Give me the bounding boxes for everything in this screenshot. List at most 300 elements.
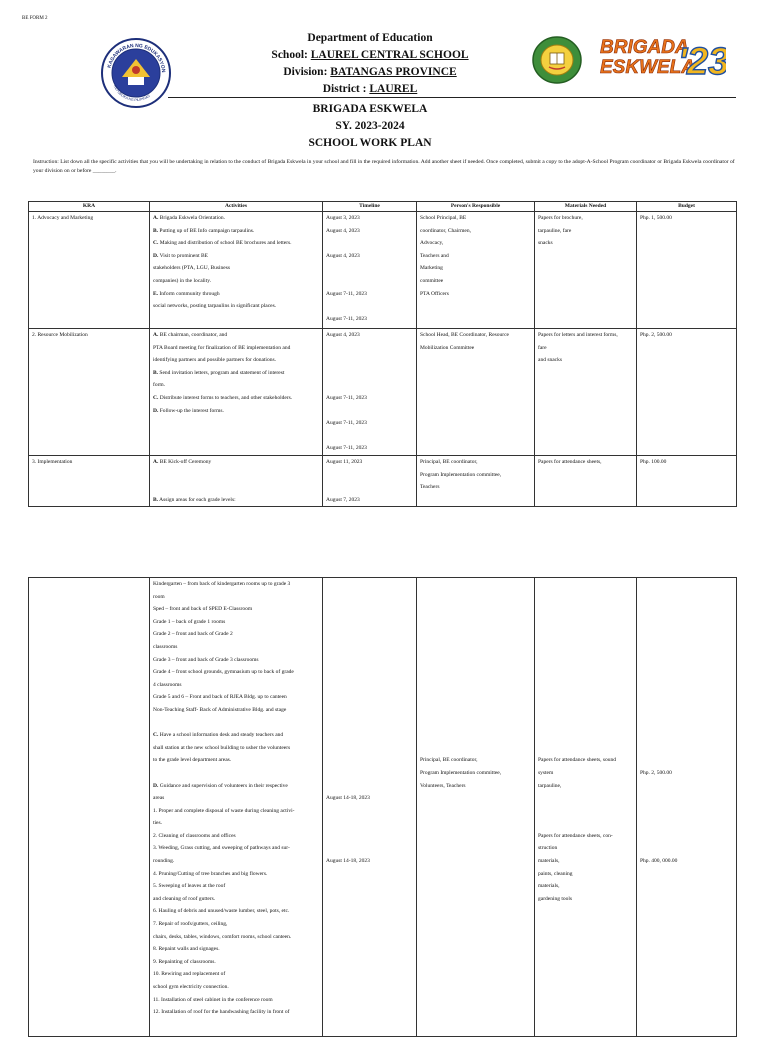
- budget-line: [640, 805, 733, 818]
- materials-line: [538, 641, 633, 654]
- materials-line: Papers for attendance sheets, sound: [538, 757, 617, 764]
- activity-text: Grade 4 – front school grounds, gymnasium up to back of grade: [153, 669, 294, 676]
- timeline-cell: [323, 329, 417, 456]
- materials-cell: [535, 578, 637, 1037]
- timeline-line: [326, 817, 413, 830]
- budget-line: [640, 666, 733, 679]
- budget-line: [640, 628, 733, 641]
- activity-text: Grade 3 – front and back of Grade 3 classrooms: [153, 656, 259, 663]
- activities-line: [153, 830, 319, 843]
- budget-line: [640, 578, 733, 591]
- materials-cell: [535, 212, 637, 329]
- activity-text: 4. Pruning/Cutting of tree branches and big flowers.: [153, 870, 268, 877]
- timeline-line: [326, 342, 413, 355]
- materials-line: [538, 666, 633, 679]
- persons-line: coordinator, Chairmen,: [420, 227, 471, 234]
- persons-line: Mobilization Committee: [420, 344, 475, 351]
- activity-text: companies) in the locality.: [153, 277, 211, 284]
- budget-line: [640, 641, 733, 654]
- materials-cell: [535, 456, 637, 507]
- activities-line: [153, 691, 319, 704]
- timeline-line: August 7-11, 2023: [326, 290, 367, 297]
- persons-line: Marketing: [420, 265, 443, 272]
- activity-text: 5. Sweeping of leaves at the roof: [153, 883, 226, 890]
- timeline-line: [326, 679, 413, 692]
- materials-line: [538, 792, 633, 805]
- materials-line: [538, 578, 633, 591]
- budget-line: [640, 704, 733, 717]
- activity-text: Inform community through: [158, 290, 220, 297]
- activity-text: identifying partners and possible partners for donations.: [153, 357, 276, 364]
- activity-text: Making and distribution of school BE brochures and letters.: [158, 240, 292, 247]
- activity-text: 1. Proper and complete disposal of waste during cleaning activi-: [153, 807, 295, 814]
- timeline-line: [326, 578, 413, 591]
- budget-line: Php. 100.00: [640, 459, 667, 465]
- timeline-line: [326, 729, 413, 742]
- materials-line: [538, 729, 633, 742]
- persons-line: Advocacy,: [420, 240, 444, 247]
- activities-line: [153, 616, 319, 629]
- activity-text: Follow-up the interest forms.: [158, 407, 224, 414]
- persons-line: Principal, BE coordinator,: [420, 757, 478, 764]
- materials-line: struction: [538, 845, 558, 852]
- activity-text: Guidance and supervision of volunteers in their respective: [158, 782, 288, 789]
- materials-line: tarpauline, fare: [538, 227, 572, 234]
- timeline-cell: [323, 456, 417, 507]
- timeline-line: [326, 704, 413, 717]
- timeline-line: [326, 805, 413, 818]
- table-row: [29, 456, 737, 507]
- budget-line: [640, 780, 733, 793]
- timeline-line: [326, 481, 413, 494]
- persons-line: [420, 603, 531, 616]
- activities-line: [153, 313, 319, 326]
- timeline-line: [326, 469, 413, 482]
- budget-line: [640, 742, 733, 755]
- activities-line: [153, 805, 319, 818]
- kra-cell: 1. Advocacy and Marketing: [29, 212, 150, 329]
- activity-text: Non-Teaching Staff- Back of Administrative Bldg. and stage: [153, 706, 287, 713]
- timeline-line: [326, 367, 413, 380]
- timeline-line: August 7-11, 2023: [326, 394, 367, 401]
- activity-letter: A.: [153, 332, 159, 338]
- persons-line: Teachers: [420, 484, 440, 491]
- timeline-line: August 14-18, 2023: [326, 795, 370, 802]
- timeline-line: [326, 717, 413, 730]
- activity-text: Grade 1 – back of grade 1 rooms: [153, 618, 226, 625]
- timeline-line: August 4, 2023: [326, 332, 360, 338]
- kra-cell: 2. Resource Mobilization: [29, 329, 150, 456]
- activity-letter: C.: [153, 240, 159, 247]
- timeline-line: August 4, 2023: [326, 227, 360, 234]
- persons-line: [420, 729, 531, 742]
- activities-line: [153, 704, 319, 717]
- timeline-line: [326, 767, 413, 780]
- activity-letter: D.: [153, 252, 159, 259]
- persons-line: Principal, BE coordinator,: [420, 459, 478, 465]
- activities-line: [153, 981, 319, 994]
- budget-line: Php. 400, 000.00: [640, 858, 678, 865]
- persons-line: [420, 654, 531, 667]
- program-title: BRIGADA ESKWELA: [312, 103, 428, 115]
- col-header-budget: Budget: [637, 202, 737, 212]
- timeline-line: [326, 780, 413, 793]
- form-label: BE FORM 2: [22, 16, 48, 21]
- activity-text: Distribute interest forms to teachers, and other stakeholders.: [158, 394, 293, 401]
- persons-cell: [417, 212, 535, 329]
- timeline-line: [326, 641, 413, 654]
- activities-line: [153, 379, 319, 392]
- activity-text: 10. Rewiring and replacement of: [153, 971, 226, 978]
- materials-line: [538, 654, 633, 667]
- timeline-cell: [323, 212, 417, 329]
- activity-text: school gym electricity connection.: [153, 984, 229, 990]
- timeline-line: [326, 430, 413, 443]
- activity-text: ties.: [153, 820, 163, 827]
- activities-line: [153, 679, 319, 692]
- timeline-line: [326, 628, 413, 641]
- timeline-line: [326, 842, 413, 855]
- persons-line: School Head, BE Coordinator, Resource: [420, 332, 509, 338]
- persons-line: [420, 578, 531, 591]
- activity-letter: A.: [153, 215, 159, 221]
- activity-text: PTA Board meeting for finalization of BE implementation and: [153, 344, 291, 351]
- activity-text: BE chairman, coordinator, and: [158, 332, 228, 338]
- svg-text:KAGAWARAN NG EDUKASYON: KAGAWARAN NG EDUKASYON: [106, 42, 167, 73]
- persons-line: committee: [420, 277, 444, 284]
- activities-line: [153, 918, 319, 931]
- activities-line: [153, 842, 319, 855]
- activity-text: shall station at the new school building to usher the volunteers: [153, 744, 291, 751]
- activities-line: [153, 212, 319, 225]
- materials-line: [538, 717, 633, 730]
- timeline-line: August 4, 2023: [326, 252, 360, 259]
- activities-line: [153, 250, 319, 263]
- activities-line: [153, 817, 319, 830]
- activities-line: [153, 792, 319, 805]
- persons-cell: [417, 578, 535, 1037]
- activity-text: 2. Cleaning of classrooms and offices: [153, 832, 236, 839]
- budget-cell: [637, 212, 737, 329]
- materials-line: [538, 805, 633, 818]
- persons-line: [420, 641, 531, 654]
- svg-text:ESKWELA: ESKWELA: [600, 57, 695, 78]
- activity-text: Grade 5 and 6 – Front and back of RJEA Bldg. up to canteen: [153, 694, 287, 701]
- kra-cell: [29, 578, 150, 1037]
- activity-text: 4 classrooms: [153, 681, 182, 688]
- activity-letter: B.: [153, 227, 159, 234]
- activities-line: [153, 905, 319, 918]
- activity-text: social networks, posting tarpaulins in significant places.: [153, 303, 277, 310]
- timeline-line: August 7-11, 2023: [326, 445, 367, 452]
- materials-line: [538, 616, 633, 629]
- activity-text: 11. Installation of steel cabinet in the conference room: [153, 996, 273, 1003]
- activities-cell: [150, 212, 323, 329]
- activity-text: classrooms: [153, 643, 178, 650]
- activity-text: Sped – front and back of SPED E-Classroom: [153, 606, 253, 613]
- activity-text: Send invitation letters, program and statement of interest: [158, 369, 285, 376]
- timeline-line: [326, 237, 413, 250]
- svg-text:'23: '23: [678, 41, 726, 82]
- activities-line: [153, 893, 319, 906]
- activity-text: Visit to prominent BE: [158, 252, 209, 259]
- activities-line: [153, 666, 319, 679]
- budget-cell: [637, 329, 737, 456]
- school-line: School: LAUREL CENTRAL SCHOOL: [271, 49, 469, 61]
- activities-line: [153, 225, 319, 238]
- activities-line: [153, 469, 319, 482]
- persons-cell: [417, 329, 535, 456]
- activity-letter: C.: [153, 394, 159, 401]
- activities-line: [153, 430, 319, 443]
- activities-line: [153, 262, 319, 275]
- activities-line: [153, 494, 319, 507]
- division-line: Division: BATANGAS PROVINCE: [283, 66, 457, 78]
- activities-line: [153, 855, 319, 868]
- activities-line: [153, 417, 319, 430]
- materials-line: [538, 704, 633, 717]
- activities-line: [153, 354, 319, 367]
- activities-line: [153, 767, 319, 780]
- activities-line: [153, 780, 319, 793]
- activities-line: [153, 654, 319, 667]
- materials-line: fare: [538, 344, 547, 351]
- materials-line: materials,: [538, 883, 560, 890]
- budget-line: [640, 591, 733, 604]
- activities-line: [153, 367, 319, 380]
- timeline-line: [326, 666, 413, 679]
- budget-cell: [637, 456, 737, 507]
- col-header-persons: Person's Responsible: [417, 202, 535, 212]
- activities-line: [153, 956, 319, 969]
- budget-line: [640, 817, 733, 830]
- budget-line: Php. 1, 500.00: [640, 215, 672, 221]
- activities-line: [153, 300, 319, 313]
- timeline-line: [326, 754, 413, 767]
- instruction-text: Instruction: List down all the specific activities that you will be undertaking in relation to the conduct of Brigada Eskwela in your school and fill in the required information. Add another sheet if needed. Once completed, submit a copy to the adopt-A-School Program coordinator or Brigada Eskwela coordinator of your division on or before ________.: [33, 159, 735, 174]
- persons-line: [420, 717, 531, 730]
- materials-line: materials,: [538, 858, 560, 865]
- persons-line: [420, 742, 531, 755]
- activities-line: [153, 994, 319, 1007]
- persons-line: [420, 616, 531, 629]
- col-header-activities: Activities: [150, 202, 323, 212]
- col-header-materials: Materials Needed: [535, 202, 637, 212]
- materials-line: [538, 817, 633, 830]
- activities-line: [153, 405, 319, 418]
- dept-heading: Department of Education: [307, 32, 433, 44]
- activity-text: room: [153, 593, 165, 600]
- materials-line: system: [538, 769, 554, 776]
- budget-line: [640, 654, 733, 667]
- activity-text: Putting up of BE Info campaign tarpaulins.: [158, 227, 255, 234]
- timeline-line: [326, 354, 413, 367]
- persons-line: PTA Officers: [420, 290, 449, 297]
- activities-line: [153, 392, 319, 405]
- timeline-line: [326, 275, 413, 288]
- timeline-line: [326, 262, 413, 275]
- persons-cell: [417, 456, 535, 507]
- activity-text: rounding.: [153, 858, 175, 865]
- materials-line: Papers for brochure,: [538, 215, 583, 221]
- activities-line: [153, 603, 319, 616]
- header-rule: [168, 97, 736, 98]
- persons-line: [420, 628, 531, 641]
- persons-line: [420, 666, 531, 679]
- materials-line: [538, 603, 633, 616]
- timeline-line: [326, 742, 413, 755]
- activity-text: BE Kick-off Ceremony: [158, 459, 212, 465]
- activities-line: [153, 275, 319, 288]
- budget-line: Php. 2, 500.00: [640, 769, 672, 776]
- activity-text: 12. Installation of roof for the handwashing facility in front of: [153, 1009, 290, 1016]
- budget-cell: [637, 578, 737, 1037]
- col-header-timeline: Timeline: [323, 202, 417, 212]
- materials-line: Papers for letters and interest forms,: [538, 332, 618, 338]
- materials-line: snacks: [538, 240, 553, 247]
- activity-text: Grade 2 – front and back of Grade 2: [153, 631, 233, 638]
- activity-letter: E.: [153, 290, 159, 297]
- activity-letter: D.: [153, 407, 159, 414]
- materials-line: Papers for attendance sheets, con-: [538, 832, 613, 839]
- materials-line: Papers for attendance sheets,: [538, 459, 602, 465]
- materials-line: [538, 628, 633, 641]
- col-header-kra: KRA: [29, 202, 150, 212]
- activity-text: and cleaning of roof gutters.: [153, 895, 216, 902]
- table-row: [29, 578, 737, 1037]
- timeline-line: August 3, 2023: [326, 215, 360, 221]
- activities-cell: [150, 329, 323, 456]
- activities-line: [153, 729, 319, 742]
- budget-line: [640, 616, 733, 629]
- activity-letter: A.: [153, 459, 159, 465]
- activities-line: [153, 641, 319, 654]
- budget-line: [640, 679, 733, 692]
- activities-line: [153, 754, 319, 767]
- timeline-line: [326, 379, 413, 392]
- budget-line: [640, 792, 733, 805]
- timeline-line: August 7, 2023: [326, 496, 360, 503]
- persons-line: [420, 704, 531, 717]
- budget-line: [640, 842, 733, 855]
- district-line: District : LAUREL: [322, 83, 418, 95]
- svg-text:BRIGADA: BRIGADA: [600, 37, 689, 58]
- activities-line: [153, 931, 319, 944]
- persons-line: Program Implementation committee,: [420, 769, 502, 776]
- activities-line: [153, 288, 319, 301]
- activity-text: form.: [153, 382, 166, 389]
- timeline-line: August 11, 2023: [326, 459, 363, 465]
- activity-text: Assign areas for each grade levels:: [158, 496, 236, 503]
- materials-line: gardening tools: [538, 895, 573, 902]
- materials-cell: [535, 329, 637, 456]
- timeline-line: August 7-11, 2023: [326, 420, 367, 427]
- timeline-cell: [323, 578, 417, 1037]
- budget-line: [640, 691, 733, 704]
- work-plan-table-page-2: [28, 577, 737, 1037]
- activity-text: Brigada Eskwela Orientation.: [158, 215, 225, 221]
- activity-text: 9. Repainting of classrooms.: [153, 958, 216, 965]
- materials-line: paints, cleaning: [538, 870, 573, 877]
- activity-text: Have a school information desk and steady teachers and: [158, 732, 284, 739]
- activities-line: [153, 456, 319, 469]
- timeline-line: [326, 830, 413, 843]
- activities-line: [153, 591, 319, 604]
- persons-line: [420, 591, 531, 604]
- activity-text: 6. Hauling of debris and unused/waste lumber, steel, pots, etc.: [153, 908, 290, 915]
- persons-line: Teachers and: [420, 252, 449, 259]
- activities-line: [153, 880, 319, 893]
- activity-text: 7. Repair of roofs/gutters, ceiling,: [153, 921, 228, 928]
- table-row: [29, 329, 737, 456]
- budget-line: [640, 717, 733, 730]
- persons-line: [420, 679, 531, 692]
- materials-line: tarpauline,: [538, 782, 562, 789]
- svg-text:REPUBLIKA NG PILIPINAS: REPUBLIKA NG PILIPINAS: [112, 84, 151, 103]
- persons-line: School Principal, BE: [420, 215, 467, 221]
- timeline-line: [326, 405, 413, 418]
- activity-text: stakeholders (PTA, LGU, Business: [153, 265, 231, 272]
- persons-line: [420, 691, 531, 704]
- timeline-line: [326, 691, 413, 704]
- deped-seal-logo: [100, 37, 172, 109]
- activities-line: [153, 442, 319, 455]
- activity-text: 3. Weeding, Grass cutting, and sweeping of pathways and sur-: [153, 845, 290, 852]
- activities-cell: [150, 456, 323, 507]
- activities-line: [153, 968, 319, 981]
- activities-line: [153, 1006, 319, 1019]
- persons-line: Program Implementation committee,: [420, 471, 502, 478]
- timeline-line: [326, 603, 413, 616]
- timeline-line: [326, 616, 413, 629]
- activities-line: [153, 578, 319, 591]
- materials-line: [538, 742, 633, 755]
- activities-line: [153, 628, 319, 641]
- school-year: SY. 2023-2024: [335, 120, 405, 132]
- budget-line: [640, 830, 733, 843]
- timeline-line: [326, 300, 413, 313]
- activity-letter: B.: [153, 369, 159, 376]
- materials-line: [538, 591, 633, 604]
- activities-line: [153, 943, 319, 956]
- timeline-line: August 7-11, 2023: [326, 315, 367, 322]
- work-plan-table: [28, 201, 737, 507]
- activity-letter: B.: [153, 496, 159, 503]
- activity-text: chairs, desks, tables, windows, comfort rooms, school canteen.: [153, 933, 292, 940]
- activities-line: [153, 868, 319, 881]
- activities-line: [153, 342, 319, 355]
- activity-text: areas: [153, 795, 165, 802]
- activity-letter: C.: [153, 732, 159, 739]
- materials-line: [538, 691, 633, 704]
- materials-line: [538, 679, 633, 692]
- activity-text: 8. Repaint walls and signages.: [153, 946, 220, 953]
- timeline-line: [326, 591, 413, 604]
- budget-line: [640, 754, 733, 767]
- activities-line: [153, 237, 319, 250]
- budget-line: Php. 2, 500.00: [640, 332, 672, 338]
- brigada-eskwela-logo: [598, 32, 726, 82]
- table-header-row: [29, 202, 737, 212]
- activities-line: [153, 742, 319, 755]
- activity-text: to the grade level department areas.: [153, 757, 232, 764]
- timeline-line: August 14-18, 2023: [326, 858, 370, 865]
- activities-line: [153, 481, 319, 494]
- budget-line: [640, 729, 733, 742]
- activities-line: [153, 717, 319, 730]
- plan-title: SCHOOL WORK PLAN: [308, 137, 432, 149]
- table-row: [29, 212, 737, 329]
